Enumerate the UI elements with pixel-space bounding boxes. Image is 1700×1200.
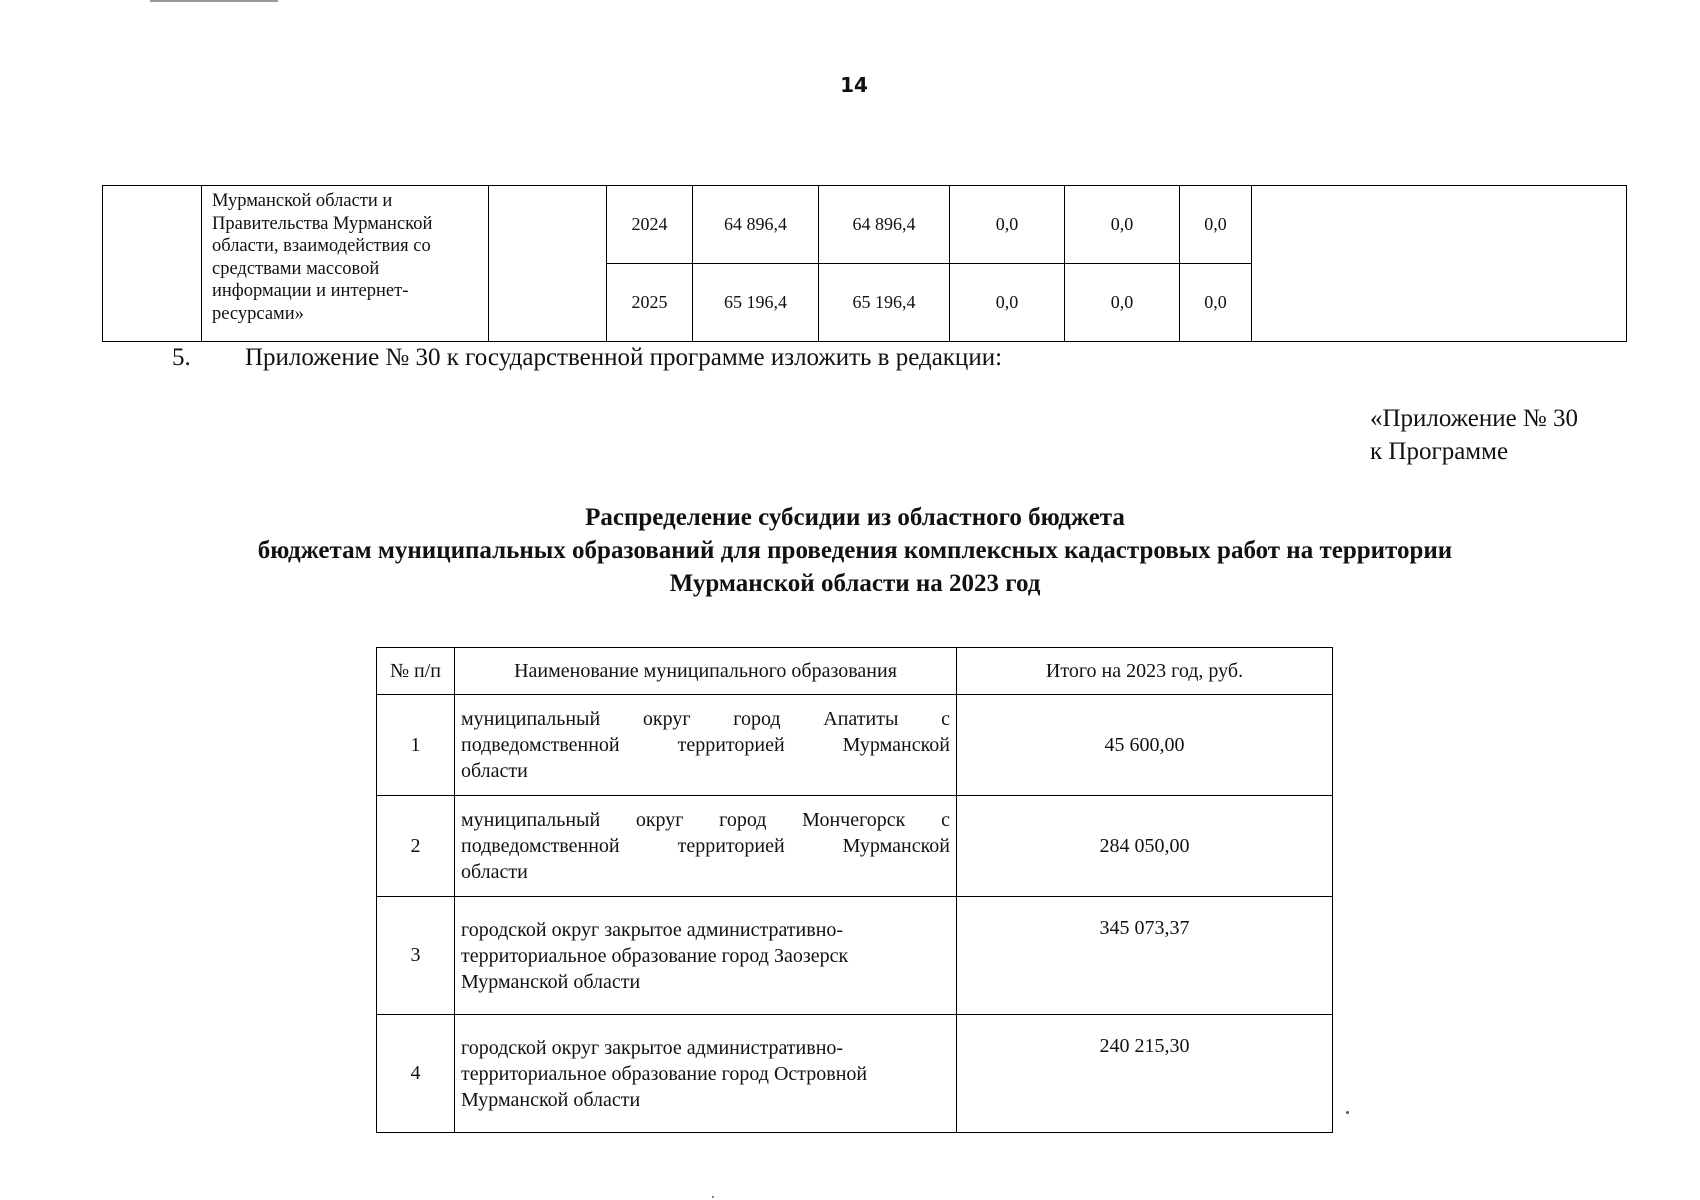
word: муниципальный [461, 809, 601, 831]
distribution-table [376, 647, 1333, 1133]
value-cell: 65 196,4 [693, 264, 819, 342]
name-line: информации и интернет- [212, 281, 409, 301]
municipality-name [455, 695, 957, 796]
word: территорией [677, 734, 785, 756]
name-line [461, 732, 950, 758]
year-cell: 2025 [607, 264, 693, 342]
name-line: территориальное образование город Заозерск [461, 944, 849, 967]
empty-cell [103, 186, 202, 342]
scan-speck [712, 1196, 714, 1198]
title-line: Распределение субсидии из областного бюджета [585, 504, 1125, 531]
value-cell: 64 896,4 [693, 186, 819, 264]
word: с [941, 708, 950, 730]
item-5-paragraph [172, 344, 1002, 372]
amount-cell: 240 215,30 [957, 1015, 1333, 1133]
word: подведомственной [461, 835, 620, 857]
word: Мурманской [842, 835, 950, 857]
name-line: Мурманской области и [212, 191, 393, 211]
amount-cell: 284 050,00 [957, 796, 1333, 897]
name-line: средствами массовой [212, 258, 380, 279]
name-line: Мурманской области [461, 970, 641, 993]
name-line: городской округ закрытое административно- [461, 918, 844, 941]
item-number: 5. [172, 344, 191, 371]
item-text: Приложение № 30 к государственной программе изложить в редакции: [245, 344, 1003, 371]
program-name-cell [202, 186, 489, 342]
name-line: Правительства Мурманской [212, 213, 433, 234]
value-cell: 65 196,4 [819, 264, 950, 342]
continued-table [102, 185, 1627, 342]
header-name: Наименование муниципального образования [455, 648, 957, 695]
value-cell: 0,0 [1065, 264, 1180, 342]
name-line [461, 833, 950, 859]
name-line: городской округ закрытое административно- [461, 1036, 844, 1059]
word: город [733, 708, 781, 730]
table-row [377, 897, 1333, 1015]
row-number: 2 [377, 796, 455, 897]
table-row [377, 1015, 1333, 1133]
word: город [719, 809, 767, 831]
table-header-row [377, 648, 1333, 695]
table-row [377, 695, 1333, 796]
amount-cell: 45 600,00 [957, 695, 1333, 796]
year-cell: 2024 [607, 186, 693, 264]
scan-speck [1346, 1111, 1349, 1114]
value-cell: 0,0 [950, 186, 1065, 264]
value-cell: 0,0 [1180, 186, 1252, 264]
name-line: области [461, 760, 528, 782]
empty-cell [489, 186, 607, 342]
value-cell: 0,0 [1065, 186, 1180, 264]
appendix-line: к Программе [1370, 438, 1509, 465]
word: Апатиты [823, 708, 899, 730]
value-cell: 0,0 [950, 264, 1065, 342]
word: подведомственной [461, 734, 620, 756]
appendix-label [1370, 402, 1578, 468]
document-title [0, 501, 1700, 600]
title-line: Мурманской области на 2023 год [669, 570, 1041, 597]
continued-table-row [103, 186, 1627, 264]
row-number: 1 [377, 695, 455, 796]
name-line: области, взаимодействия со [212, 236, 431, 256]
value-cell: 64 896,4 [819, 186, 950, 264]
name-line [461, 706, 950, 732]
word: с [941, 809, 950, 831]
word: территорией [677, 835, 785, 857]
name-line [461, 807, 950, 833]
word: Мончегорск [802, 809, 906, 831]
word: округ [642, 708, 691, 730]
name-line: Мурманской области [461, 1088, 641, 1111]
appendix-line: «Приложение № 30 [1370, 405, 1579, 432]
page-number: 14 [840, 73, 868, 97]
municipality-name [455, 897, 957, 1015]
header-num: № п/п [377, 648, 455, 695]
row-number: 4 [377, 1015, 455, 1133]
name-line: территориальное образование город Островной [461, 1062, 868, 1085]
empty-cell [1252, 186, 1627, 342]
header-total: Итого на 2023 год, руб. [957, 648, 1333, 695]
municipality-name [455, 1015, 957, 1133]
title-line: бюджетам муниципальных образований для проведения комплексных кадастровых работ на территории [257, 537, 1453, 564]
value-cell: 0,0 [1180, 264, 1252, 342]
name-line: области [461, 861, 528, 883]
municipality-name [455, 796, 957, 897]
word: Мурманской [842, 734, 950, 756]
amount-cell: 345 073,37 [957, 897, 1333, 1015]
table-row [377, 796, 1333, 897]
name-line: ресурсами» [212, 303, 304, 324]
top-edge-line [150, 0, 278, 2]
word: округ [635, 809, 684, 831]
row-number: 3 [377, 897, 455, 1015]
word: муниципальный [461, 708, 601, 730]
